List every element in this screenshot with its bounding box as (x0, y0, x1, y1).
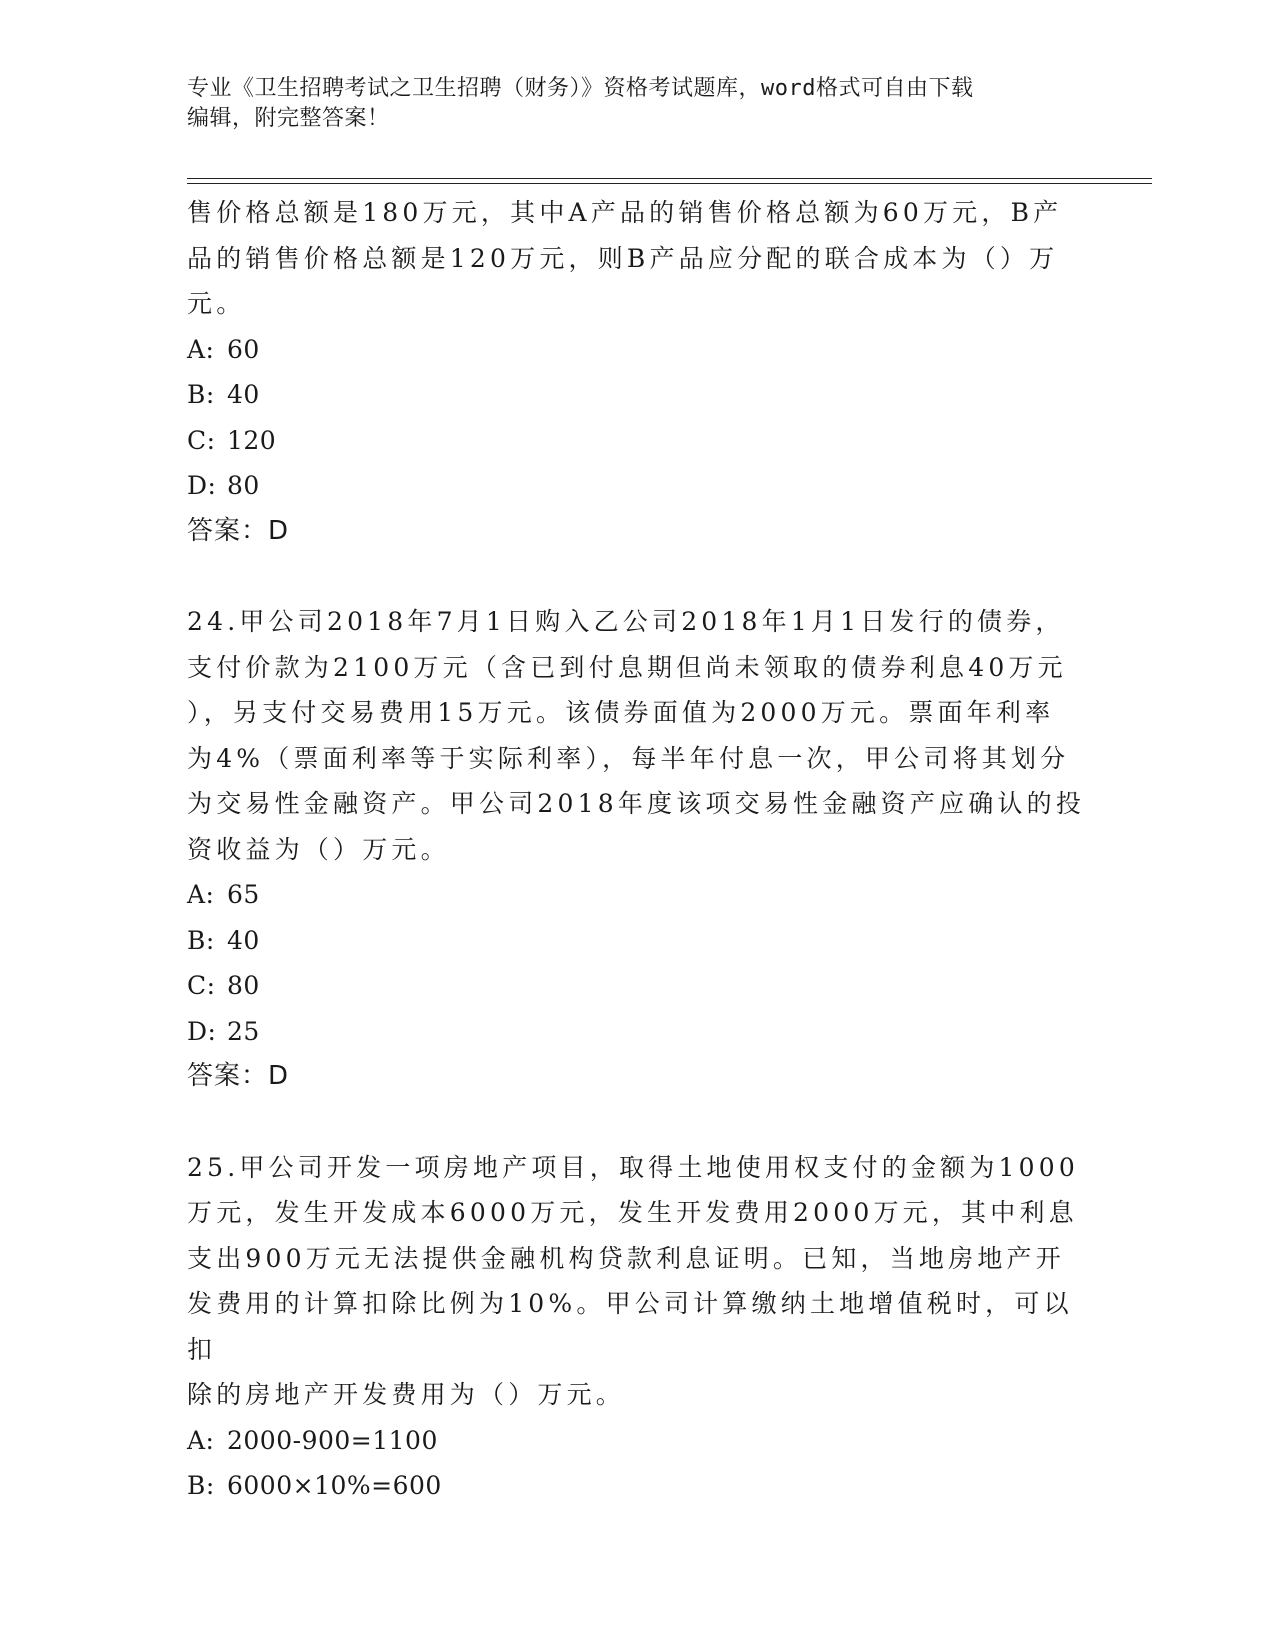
option-a (187, 1418, 1087, 1464)
option-value: 65 (227, 880, 260, 909)
question-text: 25.甲公司开发一项房地产项目，取得土地使用权支付的金额为1000 万元，发生开发成本6000万元，发生开发费用2000万元，其中利息 支出900万元无法提供金融机构贷款利息证明。已知，当地房地产开 发费用的计算扣除比例为10%。甲公司计算缴纳土地增值税时，可以扣 除的房地产开发费用为（）万元。 (187, 1152, 1079, 1409)
header-rule-top (187, 178, 1152, 179)
option-d (187, 463, 1087, 509)
header-line-1: 专业《卫生招聘考试之卫生招聘（财务）》资格考试题库，word格式可自由下载 (187, 76, 974, 101)
option-value: 80 (227, 471, 260, 500)
spacer (187, 554, 1087, 599)
option-value: 25 (227, 1016, 260, 1046)
answer-line: 答案：D (187, 515, 290, 546)
header-line-2: 编辑，附完整答案！ (187, 106, 390, 131)
option-letter: B: (187, 925, 215, 955)
option-value: 80 (227, 971, 260, 1000)
option-d (187, 1009, 1087, 1055)
option-a (187, 872, 1087, 918)
question-block (187, 190, 1087, 554)
question-text: 售价格总额是180万元，其中A产品的销售价格总额为60万元，B产 品的销售价格总额是120万元，则B产品应分配的联合成本为（）万 元。 (187, 198, 1063, 318)
option-value: 40 (227, 925, 260, 955)
option-letter: D: (187, 471, 217, 500)
option-value: 2000-900=1100 (227, 1425, 438, 1455)
option-letter: C: (187, 425, 216, 455)
question-block (187, 599, 1087, 1100)
spacer (187, 1100, 1087, 1145)
question-text: 24.甲公司2018年7月1日购入乙公司2018年1月1日发行的债券， 支付价款为2100万元（含已到付息期但尚未领取的债券利息40万元 ），另支付交易费用15万元。该债券面值为2000万元。票面年利率 为4%（票面利率等于实际利率），每半年付息一次，甲公司将其划分 为交易性金融资产。甲公司2018年度该项交易性金融资产应确认的投 资收益为（）万元。 (187, 607, 1086, 864)
option-value: 120 (227, 425, 277, 455)
page-header (187, 74, 1087, 134)
option-letter: D: (187, 1016, 217, 1046)
option-letter: A: (187, 880, 215, 909)
option-value: 60 (227, 334, 260, 364)
option-a (187, 327, 1087, 373)
option-letter: B: (187, 1471, 215, 1500)
header-rule-bottom (187, 183, 1152, 184)
document-body (187, 190, 1087, 1509)
option-value: 40 (227, 380, 260, 409)
option-value: 6000×10%=600 (227, 1471, 442, 1500)
option-letter: B: (187, 380, 215, 409)
option-b (187, 918, 1087, 964)
option-b (187, 372, 1087, 418)
option-c (187, 418, 1087, 464)
question-block (187, 1145, 1087, 1509)
option-letter: C: (187, 971, 216, 1000)
option-b (187, 1463, 1087, 1509)
answer-line: 答案：D (187, 1061, 290, 1091)
option-c (187, 963, 1087, 1009)
option-letter: A: (187, 334, 215, 364)
option-letter: A: (187, 1425, 215, 1455)
